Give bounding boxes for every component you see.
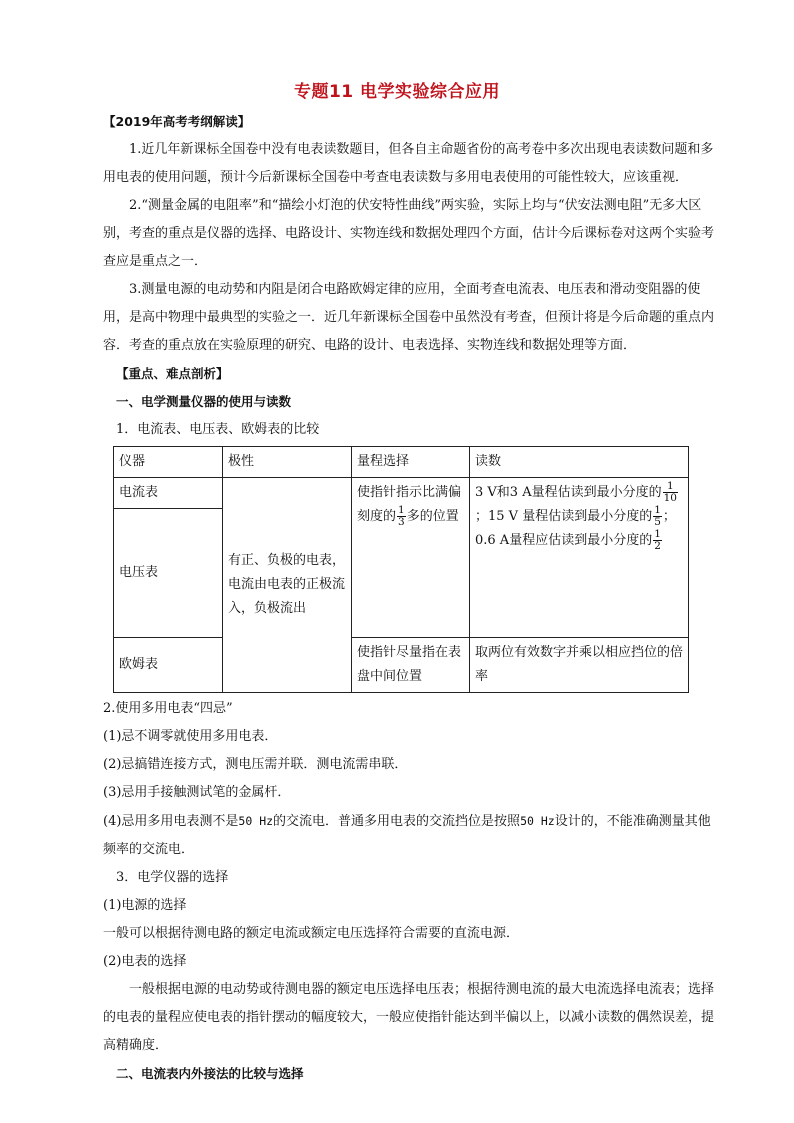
taboo-item-4: (4)忌用多用电表测不是50 Hz的交流电．普通多用电表的交流挡位是按照50 Hz设计的，不能准确测量其他频率的交流电．: [103, 814, 711, 857]
instrument-voltmeter: 电压表: [114, 509, 223, 638]
table-row: [114, 638, 689, 693]
reading-ohmmeter: 取两位有效数字并乘以相应挡位的倍率: [470, 638, 689, 693]
subheading-four-taboos: 2.使用多用电表“四忌”: [103, 701, 233, 716]
range-selection-ohmmeter: 使指针尽量指在表盘中间位置: [352, 638, 470, 693]
exam-paragraph-1: 1.近几年新课标全国卷中没有电表读数题目，但各自主命题省份的高考卷中多次出现电表读数问题和多用电表的使用问题，预计今后新课标全国卷中考查电表读数与多用电表使用的可能性较大，应该重视．: [103, 142, 714, 185]
taboo-item-3: (3)忌用手接触测试笔的金属杆．: [103, 785, 291, 800]
subheading-meter-comparison: 1．电流表、电压表、欧姆表的比较: [116, 422, 320, 437]
reading-text-a: 3 V和3 A量程估读到最小分度的: [475, 485, 662, 500]
reading-meter: [470, 478, 689, 638]
range-selection-meter: [352, 478, 470, 638]
exam-paragraph-2: 2.“测量金属的电阻率”和“描绘小灯泡的伏安特性曲线”两实验，实际上均与“伏安法测电阻”无多大区别，考查的重点是仪器的选择、电路设计、实物连线和数据处理四个方面，估计今后课标卷对这两个实验考查应是重点之一．: [103, 198, 715, 269]
fraction-one-tenth: $\frac{1}{10}$: [663, 480, 677, 504]
meter-comparison-table: [113, 446, 689, 693]
subheading-instrument-selection: 3．电学仪器的选择: [116, 870, 229, 885]
heading-ammeter-connection: 二、电流表内外接法的比较与选择: [116, 1066, 304, 1081]
selection-meter-heading: (2)电表的选择: [103, 954, 187, 969]
table-header-cell: 读数: [470, 447, 689, 478]
exam-paragraph-3: 3.测量电源的电动势和内阻是闭合电路欧姆定律的应用，全面考查电流表、电压表和滑动变阻器的使用，是高中物理中最典型的实验之一．近几年新课标全国卷中虽然没有考查，但预计将是今后命题的重点内容．考查的重点放在实验原理的研究、电路的设计、电表选择、实物连线和数据处理等方面．: [103, 282, 715, 353]
reading-text-c: ；0.6 A量程应估读到最小分度的: [475, 509, 676, 548]
table-header-cell: 极性: [223, 447, 352, 478]
table-header-row: [114, 447, 689, 478]
table-row: [114, 478, 689, 509]
table-header-cell: 仪器: [114, 447, 223, 478]
section-exam-outline: 【2019年高考考纲解读】: [103, 114, 251, 129]
selection-power-heading: (1)电源的选择: [103, 898, 187, 913]
instrument-ohmmeter: 欧姆表: [114, 638, 223, 693]
fraction-one-fifth: $\frac{1}{5}$: [654, 504, 661, 528]
selection-meter-text: 一般根据电源的电动势或待测电器的额定电压选择电压表；根据待测电流的最大电流选择电流表；选择的电表的量程应使电表的指针摆动的幅度较大，一般应使指针能达到半偏以上，以减小读数的偶然误差，提高精确度．: [103, 982, 715, 1053]
document-body: [103, 108, 715, 1088]
range-text-a: 使指针指示比满偏刻度的: [357, 485, 462, 524]
taboo-item-1: (1)忌不调零就使用多用电表．: [103, 729, 278, 744]
range-text-b: 多的位置: [406, 509, 459, 524]
reading-text-b: ；15 V 量程估读到最小分度的: [475, 509, 653, 524]
taboo-item-2: (2)忌搞错连接方式，测电压需并联．测电流需串联．: [103, 757, 408, 772]
table-header-cell: 量程选择: [352, 447, 470, 478]
heading-measuring-instruments: 一、电学测量仪器的使用与读数: [116, 394, 292, 409]
instrument-ammeter: 电流表: [114, 478, 223, 509]
document-title: 专题11 电学实验综合应用: [293, 82, 501, 102]
fraction-one-half: $\frac{1}{2}$: [654, 528, 661, 552]
section-key-analysis: 【重点、难点剖析】: [116, 366, 229, 381]
polarity-cell: 有正、负极的电表，电流由电表的正极流入，负极流出: [223, 478, 352, 693]
selection-power-text: 一般可以根据待测电路的额定电流或额定电压选择符合需要的直流电源．: [103, 926, 520, 941]
fraction-one-third: $\frac{1}{3}$: [398, 504, 405, 528]
